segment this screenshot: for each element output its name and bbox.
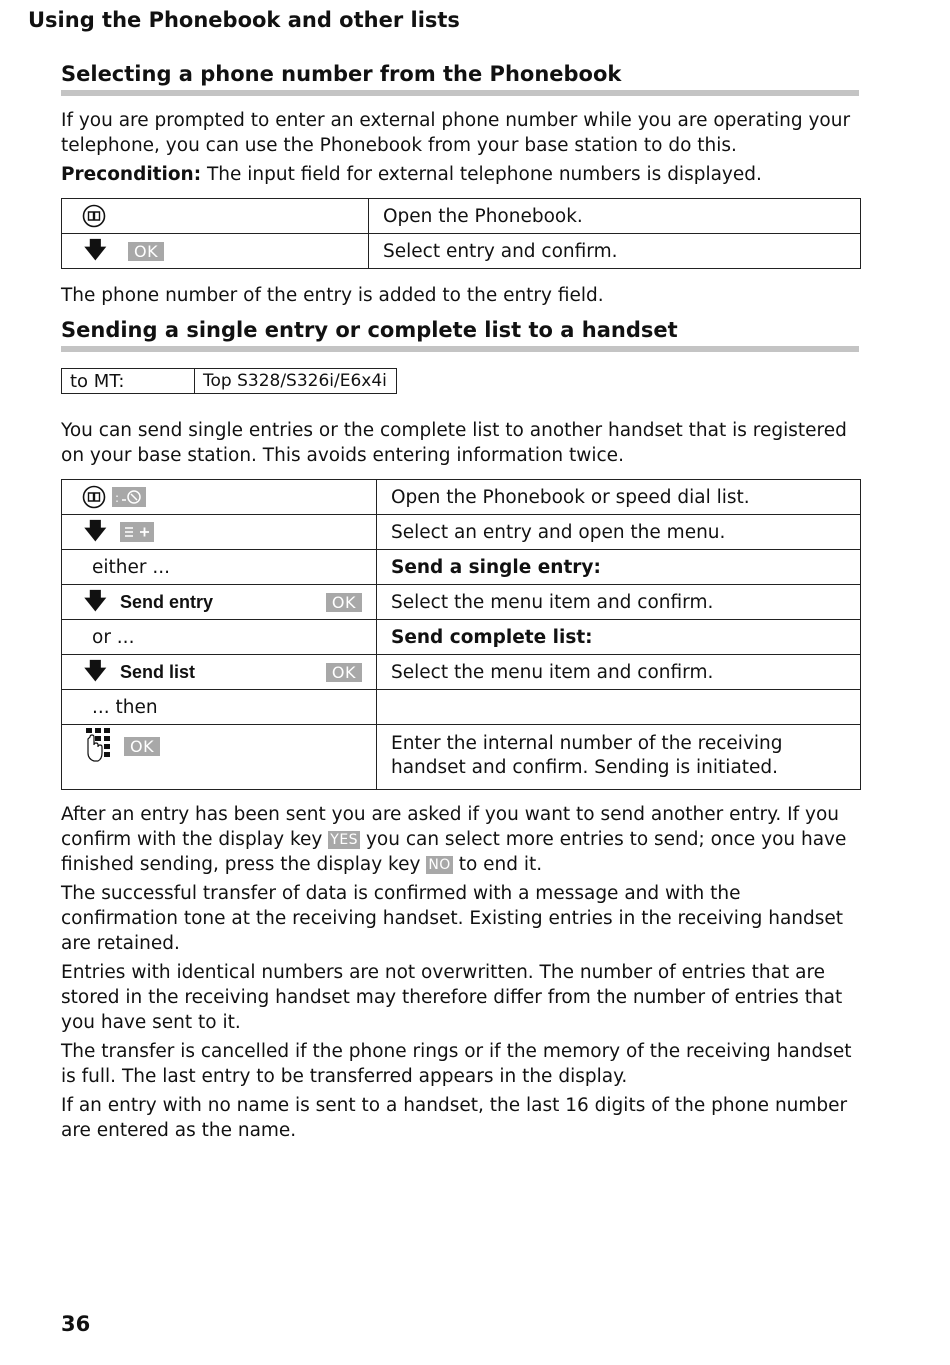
step-description <box>377 690 861 725</box>
ok-key: OK <box>326 663 362 682</box>
no-name-paragraph: If an entry with no name is sent to a handset, the last 16 digits of the phone number are entered as the name. <box>61 1095 848 1141</box>
then-label: ... then <box>62 690 377 725</box>
phonebook-key-icon <box>82 485 106 509</box>
menu-key-icon <box>120 522 154 542</box>
page-header: Using the Phonebook and other lists <box>28 8 460 32</box>
no-key: NO <box>428 857 451 873</box>
table-row <box>62 199 861 234</box>
intro-paragraph: You can send single entries or the complete list to another handset that is registered on your base station. This avoids entering information twice. <box>61 420 847 466</box>
section-select-number <box>61 62 861 308</box>
step-heading: Send complete list: <box>377 620 861 655</box>
after-send-paragraph <box>61 802 861 877</box>
yes-key: YES <box>330 832 359 848</box>
table-row <box>62 690 861 725</box>
table-row <box>62 480 861 515</box>
to-mt-label: to MT: <box>62 369 195 394</box>
table-row <box>62 725 861 790</box>
steps-table <box>61 479 861 790</box>
step-keys <box>62 199 369 234</box>
table-row <box>62 234 861 269</box>
step-description: Select the menu item and confirm. <box>377 585 861 620</box>
keypad-icon <box>84 727 118 765</box>
down-arrow-icon: 🡇 <box>84 659 107 684</box>
ok-key: OK <box>124 737 160 756</box>
step-keys <box>62 480 377 515</box>
section-title: Sending a single entry or complete list to a handset <box>61 318 678 342</box>
menu-item-send-entry: Send entry <box>120 591 214 612</box>
step-keys <box>62 515 377 550</box>
down-arrow-icon: 🡇 <box>84 238 107 263</box>
step-description: Enter the internal number of the receiving handset and confirm. Sending is initiated. <box>377 725 861 790</box>
steps-table <box>61 198 861 269</box>
precondition-text: The input field for external telephone numbers is displayed. <box>201 164 762 185</box>
either-label: either ... <box>62 550 377 585</box>
ok-key: OK <box>326 593 362 612</box>
confirmation-paragraph: The successful transfer of data is confirmed with a message and with the confirmation tone at the receiving handset. Existing entries in the receiving handset are retained. <box>61 883 844 954</box>
down-arrow-icon: 🡇 <box>84 589 107 614</box>
after-paragraph: The phone number of the entry is added to the entry field. <box>61 285 604 306</box>
table-row <box>62 655 861 690</box>
table-row <box>62 550 861 585</box>
step-keys <box>62 655 377 690</box>
identical-numbers-paragraph: Entries with identical numbers are not overwritten. The number of entries that are stored in the receiving handset may therefore differ from the number of entries that you have sent to it. <box>61 962 843 1033</box>
cancel-paragraph: The transfer is cancelled if the phone rings or if the memory of the receiving handset is full. The last entry to be transferred appears in the display. <box>61 1041 852 1087</box>
step-description: Open the Phonebook or speed dial list. <box>377 480 861 515</box>
step-description: Open the Phonebook. <box>369 199 861 234</box>
step-description: Select the menu item and confirm. <box>377 655 861 690</box>
svg-text::: : <box>115 491 120 505</box>
phonebook-key-icon <box>82 204 354 228</box>
precondition-label: Precondition: <box>61 164 202 185</box>
to-mt-value: Top S328/S326i/E6x4i <box>195 369 397 394</box>
section-send-entry <box>61 318 861 1143</box>
precondition-paragraph <box>61 162 861 187</box>
text-fragment: to end it. <box>452 854 543 875</box>
step-keys <box>62 585 377 620</box>
step-description: Select entry and confirm. <box>369 234 861 269</box>
step-keys <box>62 234 369 269</box>
text-fragment: After an entry has been sent you are asked if you want to send another entry. If you confirm with the display key <box>61 804 839 850</box>
speed-dial-icon <box>112 487 146 507</box>
page-number: 36 <box>61 1312 91 1336</box>
to-mt-table <box>61 368 397 394</box>
text-fragment: you can select more entries to send; once you have finished sending, press the display key <box>61 829 847 875</box>
table-row <box>62 515 861 550</box>
down-arrow-icon: 🡇 <box>84 519 107 544</box>
step-heading: Send a single entry: <box>377 550 861 585</box>
section-title: Selecting a phone number from the Phonebook <box>61 62 622 86</box>
or-label: or ... <box>62 620 377 655</box>
intro-paragraph: If you are prompted to enter an external phone number while you are operating your telephone, you can use the Phonebook from your base station to do this. <box>61 110 851 156</box>
menu-item-send-list: Send list <box>120 661 196 682</box>
step-description: Select an entry and open the menu. <box>377 515 861 550</box>
ok-key: OK <box>128 242 164 261</box>
table-row <box>62 620 861 655</box>
step-keys <box>62 725 377 790</box>
table-row <box>62 585 861 620</box>
